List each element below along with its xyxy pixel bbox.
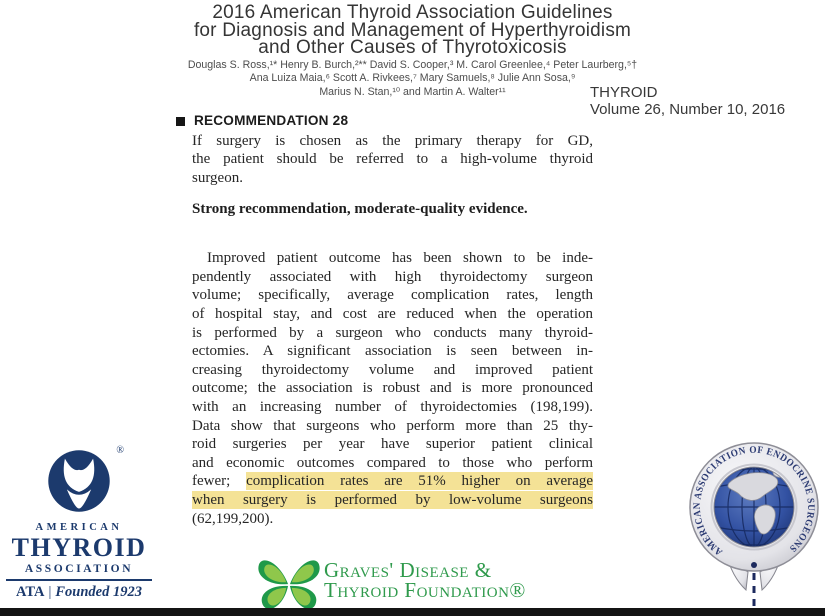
recommendation-line: surgeon.	[192, 169, 243, 186]
recommendation-header	[176, 113, 593, 128]
ata-divider-rule	[6, 579, 152, 581]
square-bullet-icon	[176, 117, 185, 126]
title-line-3: and Other Causes of Thyrotoxicosis	[258, 37, 567, 59]
paragraph-line: creasing thyroidectomy volume and improved patient	[192, 361, 593, 378]
recommendation-body	[192, 132, 593, 187]
article-column	[176, 113, 593, 528]
paragraph-line: outcome; the association is robust and is more pronounced	[192, 380, 593, 397]
author-line: Ana Luiza Maia,⁶ Scott A. Rivkees,⁷ Mary Samuels,⁸ Julie Ann Sosa,⁹	[249, 72, 576, 85]
paragraph-line: with an increasing number of thyroidectomies (198,199).	[192, 398, 593, 415]
paragraph-closing-line: (62,199,200).	[192, 510, 274, 527]
thyroid-gland-icon	[47, 449, 111, 513]
ata-founded-line	[16, 584, 142, 601]
registered-trademark-icon: ®	[116, 445, 124, 456]
paragraph-line-highlight-full	[192, 491, 593, 510]
recommendation-line: the patient should be referred to a high-volume thyroid	[192, 151, 593, 168]
ata-word-thyroid: THYROID	[11, 533, 147, 562]
paragraph-line-highlight-start	[192, 472, 593, 491]
journal-issue: Volume 26, Number 10, 2016	[590, 101, 786, 118]
graves-text-line-1: Graves' Disease &	[324, 558, 492, 582]
title-line-2: for Diagnosis and Management of Hyperthyroidism	[193, 19, 632, 41]
body-paragraph	[192, 249, 593, 528]
paper-title	[0, 4, 825, 57]
paragraph-line: Improved patient outcome has been shown to be inde-	[207, 250, 593, 267]
ata-founded-year: Founded 1923	[55, 584, 142, 600]
paragraph-line: pendently associated with high thyroidectomy surgeon	[192, 268, 593, 285]
ata-thyroid-emblem-icon	[47, 445, 124, 513]
aaes-ring-text: AMERICAN ASSOCIATION OF ENDOCRINE SURGEONS	[691, 444, 817, 558]
butterfly-icon	[256, 555, 322, 615]
recommendation-strength: Strong recommendation, moderate-quality evidence.	[192, 201, 528, 218]
window-bottom-bar	[0, 608, 825, 616]
title-line-1: 2016 American Thyroid Association Guidelines	[212, 2, 613, 23]
plain-text: fewer;	[192, 473, 247, 490]
author-line: Douglas S. Ross,¹* Henry B. Burch,²** David S. Cooper,³ M. Carol Greenlee,⁴ Peter Laurberg,⁵†	[187, 59, 638, 71]
paragraph-line: roid surgeries per year have superior patient clinical	[192, 436, 593, 453]
author-line: Marius N. Stan,¹⁰ and Martin A. Walter¹¹	[319, 85, 506, 98]
ata-word-american: AMERICAN	[35, 522, 123, 533]
paragraph-line: volume; specifically, average complication rates, length	[192, 287, 593, 304]
ata-abbr: ATA	[16, 584, 45, 600]
highlighted-text: complication rates are 51% higher on average	[246, 473, 593, 490]
pipe-separator: |	[48, 584, 52, 600]
journal-citation	[590, 84, 785, 118]
ata-logo	[4, 445, 154, 601]
ata-word-association: ASSOCIATION	[24, 563, 134, 575]
paragraph-line: and economic outcomes compared to those who perform	[192, 454, 593, 471]
recommendation-label: RECOMMENDATION 28	[194, 113, 349, 128]
paragraph-line: is performed by a surgeon who conducts many thyroid-	[192, 324, 593, 341]
graves-foundation-logo	[256, 555, 526, 615]
endocrine-surgeons-seal-icon	[685, 441, 823, 616]
graves-logo-text	[324, 560, 526, 600]
paragraph-line: of hospital stay, and cost are reduced when the operation	[192, 306, 593, 322]
aaes-seal-logo	[685, 441, 823, 616]
paragraph-line: Data show that surgeons who perform more than 25 thy-	[192, 417, 593, 434]
highlighted-text: when surgery is performed by low-volume surgeons	[192, 491, 593, 508]
graves-text-line-2: Thyroid Foundation®	[324, 578, 526, 602]
journal-name: THYROID	[590, 84, 658, 101]
paragraph-line: ectomies. A significant association is seen between in-	[192, 343, 593, 360]
recommendation-line: If surgery is chosen as the primary therapy for GD,	[192, 133, 593, 149]
